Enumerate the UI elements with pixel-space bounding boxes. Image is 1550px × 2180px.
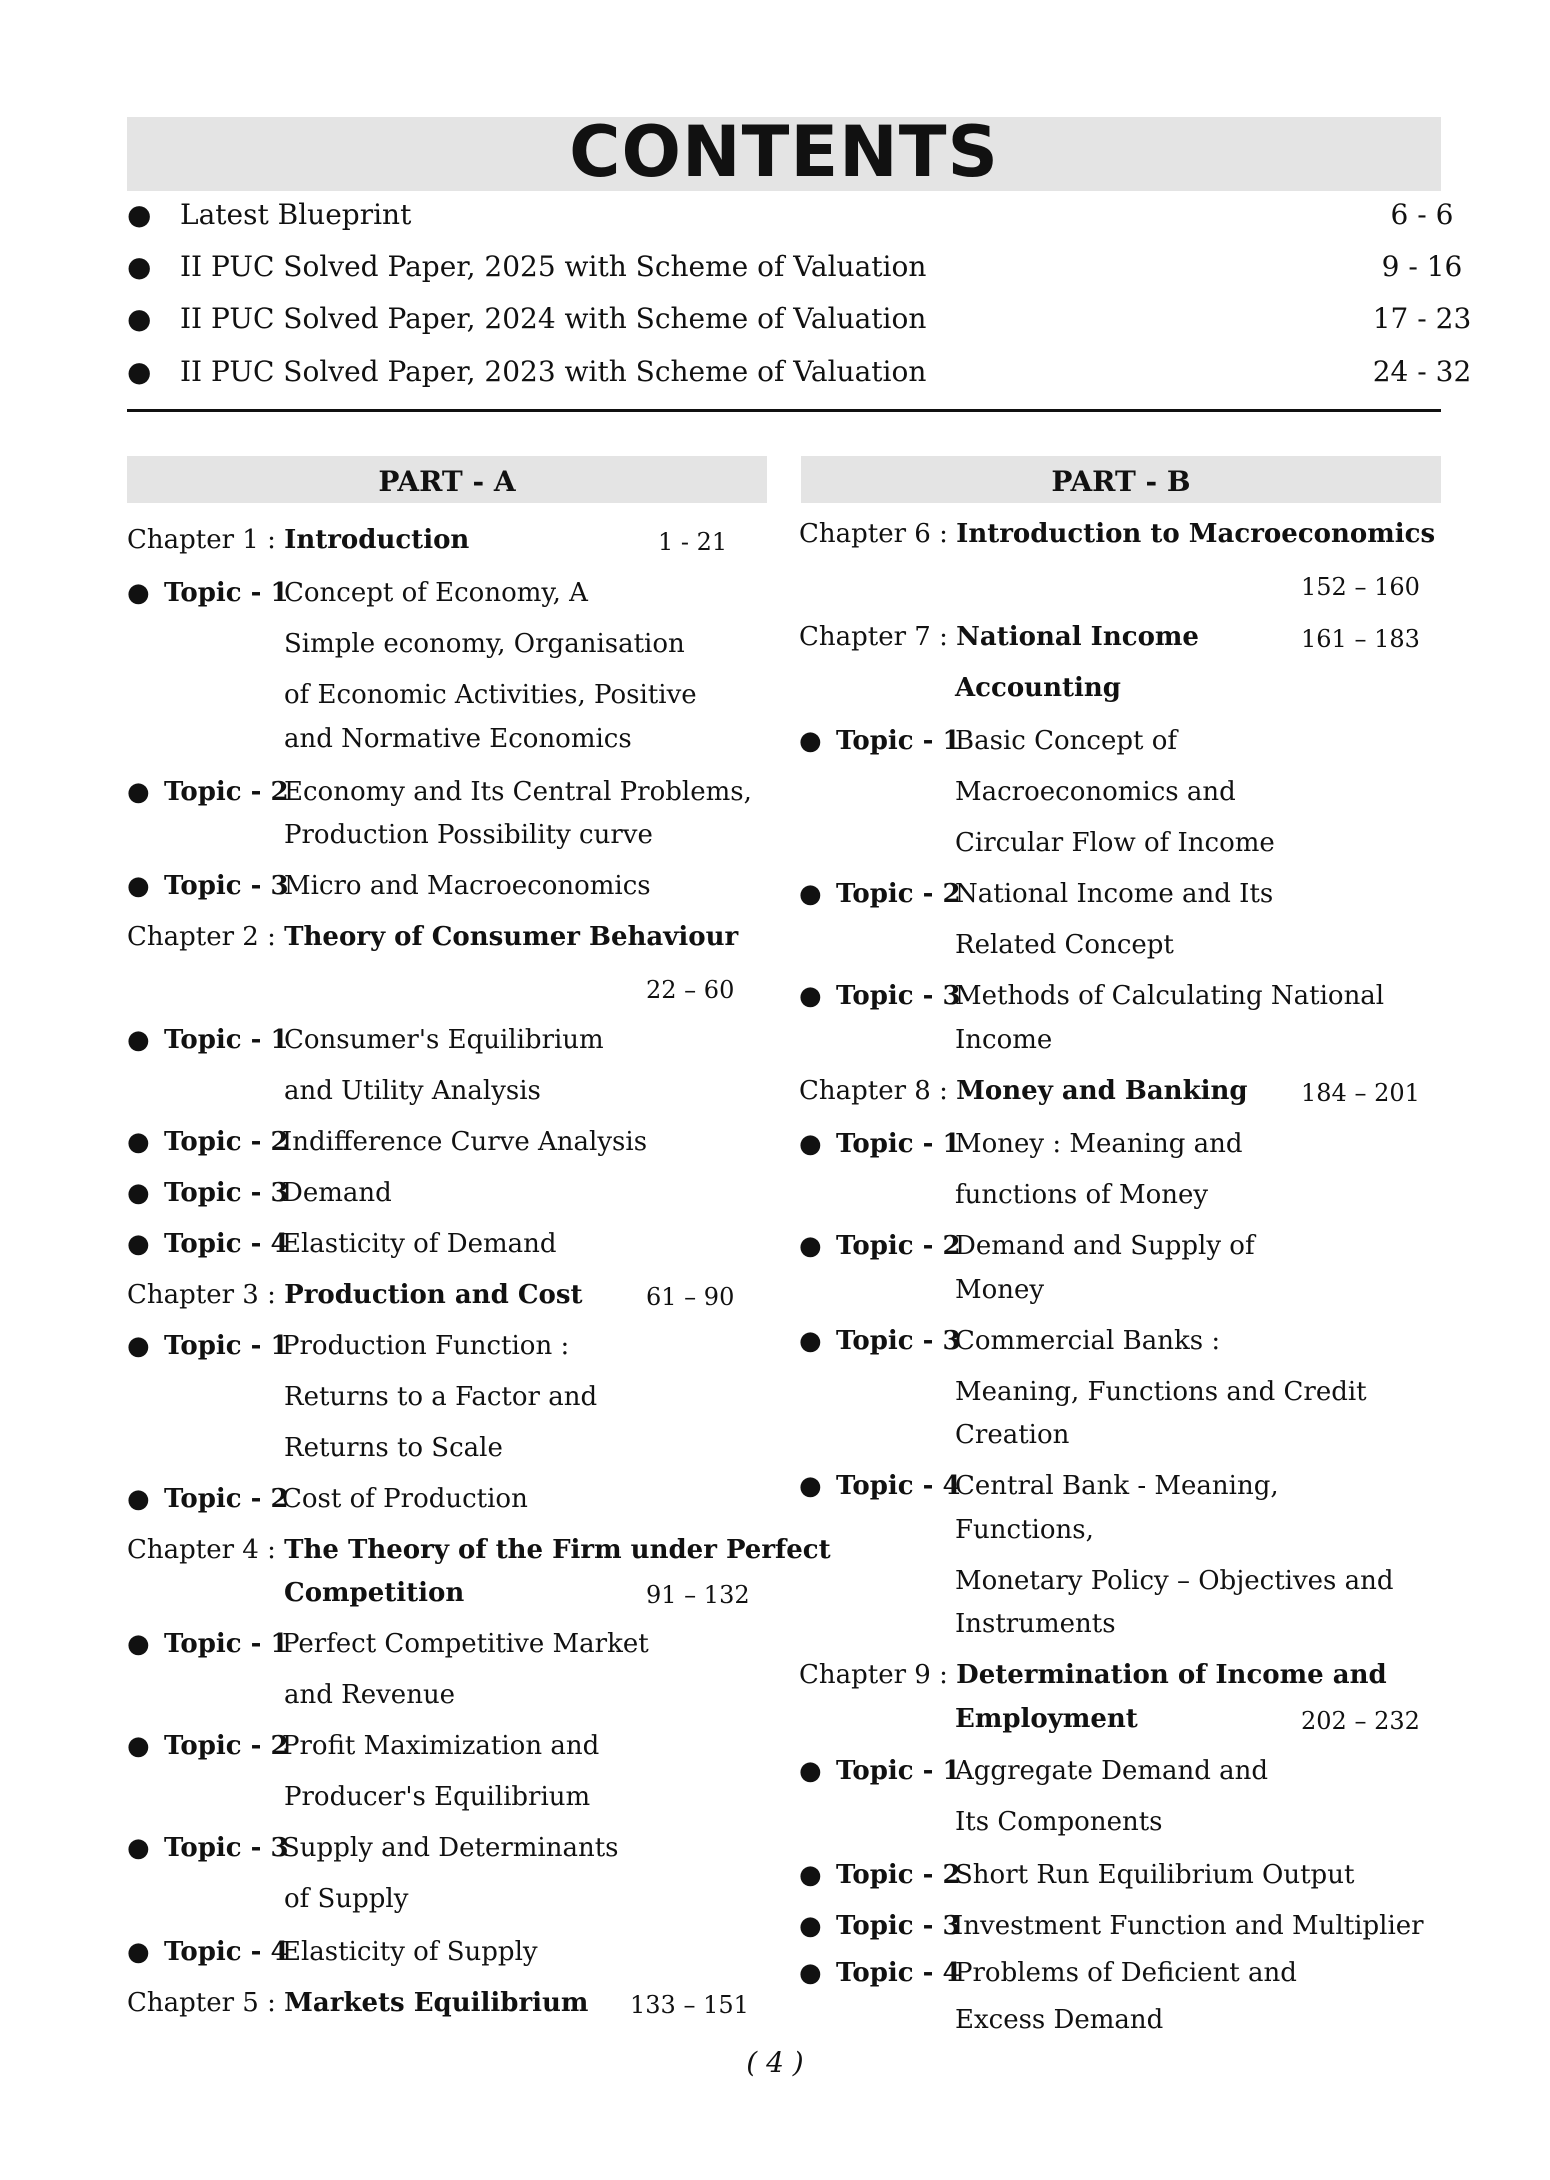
topic-line: Profit Maximization and bbox=[282, 1731, 600, 1761]
chapter-8-pages: 184 – 201 bbox=[1301, 1079, 1420, 1107]
bullet-icon: ● bbox=[799, 726, 822, 756]
intro-label: II PUC Solved Paper, 2024 with Scheme of Valuation bbox=[180, 302, 927, 335]
topic-line: Cost of Production bbox=[282, 1484, 528, 1514]
topic-tag[interactable]: Topic - 2 bbox=[836, 1231, 961, 1261]
chapter-6-title[interactable] bbox=[799, 519, 1435, 549]
topic-tag[interactable]: Topic - 3 bbox=[164, 871, 289, 901]
bullet-icon: ● bbox=[127, 1229, 150, 1259]
bullet-icon: ● bbox=[127, 578, 150, 608]
topic-line: Basic Concept of bbox=[955, 726, 1177, 756]
bullet-icon: ● bbox=[127, 302, 152, 335]
intro-item[interactable] bbox=[127, 198, 1454, 248]
topic-line: Central Bank - Meaning, bbox=[955, 1471, 1279, 1501]
chapter-1-pages: 1 - 21 bbox=[658, 528, 728, 556]
topic-line: Demand and Supply of bbox=[955, 1231, 1255, 1261]
page-title: CONTENTS bbox=[569, 111, 999, 193]
topic-line: Economy and Its Central Problems, bbox=[284, 777, 752, 807]
topic-line: Commercial Banks : bbox=[955, 1326, 1221, 1356]
bullet-icon: ● bbox=[127, 1178, 150, 1208]
bullet-icon: ● bbox=[127, 355, 152, 388]
chapter-name: Markets Equilibrium bbox=[284, 1988, 589, 2018]
topic-tag[interactable]: Topic - 3 bbox=[164, 1178, 289, 1208]
topic-tag[interactable]: Topic - 4 bbox=[164, 1229, 289, 1259]
topic-line: Simple economy, Organisation bbox=[284, 629, 685, 659]
topic-line: Returns to Scale bbox=[284, 1433, 503, 1463]
chapter-name: Money and Banking bbox=[956, 1076, 1248, 1106]
topic-line: Money : Meaning and bbox=[955, 1129, 1243, 1159]
topic-line: Demand bbox=[282, 1178, 392, 1208]
intro-pages: 24 - 32 bbox=[1372, 355, 1472, 388]
page-number: ( 4 ) bbox=[746, 2046, 804, 2079]
chapter-prefix: Chapter 8 : bbox=[799, 1076, 957, 1106]
bullet-icon: ● bbox=[127, 1484, 150, 1514]
bullet-icon: ● bbox=[799, 1860, 822, 1890]
topic-line: Indifference Curve Analysis bbox=[282, 1127, 648, 1157]
chapter-prefix: Chapter 2 : bbox=[127, 922, 285, 952]
chapter-6-pages: 152 – 160 bbox=[1301, 573, 1420, 601]
bullet-icon: ● bbox=[799, 1471, 822, 1501]
chapter-4-title[interactable] bbox=[127, 1535, 831, 1565]
topic-line: and Utility Analysis bbox=[284, 1076, 541, 1106]
chapter-name: Production and Cost bbox=[284, 1280, 583, 1310]
chapter-1-title[interactable] bbox=[127, 525, 469, 555]
topic-tag[interactable]: Topic - 2 bbox=[164, 1127, 289, 1157]
chapter-9-pages: 202 – 232 bbox=[1301, 1707, 1420, 1735]
bullet-icon: ● bbox=[127, 1937, 150, 1967]
topic-line: Money bbox=[955, 1275, 1045, 1305]
chapter-9-title[interactable] bbox=[799, 1660, 1387, 1690]
bullet-icon: ● bbox=[799, 1326, 822, 1356]
chapter-name: Theory of Consumer Behaviour bbox=[284, 922, 739, 952]
topic-line: Its Components bbox=[955, 1807, 1163, 1837]
topic-line: Short Run Equilibrium Output bbox=[955, 1860, 1355, 1890]
topic-line: Methods of Calculating National bbox=[955, 981, 1385, 1011]
chapter-prefix: Chapter 9 : bbox=[799, 1660, 957, 1690]
topic-line: National Income and Its bbox=[955, 879, 1274, 909]
topic-tag[interactable]: Topic - 1 bbox=[836, 1756, 961, 1786]
bullet-icon: ● bbox=[799, 1756, 822, 1786]
bullet-icon: ● bbox=[127, 777, 150, 807]
bullet-icon: ● bbox=[799, 1911, 822, 1941]
chapter-prefix: Chapter 7 : bbox=[799, 622, 957, 652]
topic-line: Functions, bbox=[955, 1515, 1094, 1545]
bullet-icon: ● bbox=[127, 1331, 150, 1361]
topic-tag[interactable]: Topic - 2 bbox=[836, 879, 961, 909]
topic-line: Excess Demand bbox=[955, 2005, 1164, 2035]
intro-pages: 9 - 16 bbox=[1381, 250, 1463, 283]
topic-tag[interactable]: Topic - 1 bbox=[164, 1025, 289, 1055]
chapter-7-title[interactable] bbox=[799, 622, 1199, 652]
chapter-5-pages: 133 – 151 bbox=[630, 1991, 749, 2019]
chapter-name: Determination of Income and bbox=[956, 1660, 1387, 1690]
intro-pages: 17 - 23 bbox=[1372, 302, 1472, 335]
topic-tag[interactable]: Topic - 4 bbox=[836, 1471, 961, 1501]
intro-pages: 6 - 6 bbox=[1390, 198, 1454, 231]
topic-line: Consumer's Equilibrium bbox=[284, 1025, 604, 1055]
topic-line: and Normative Economics bbox=[284, 724, 632, 754]
intro-item[interactable] bbox=[127, 250, 1463, 300]
part-a-header: PART - A bbox=[127, 456, 767, 503]
chapter-2-title[interactable] bbox=[127, 922, 738, 952]
topic-line: Macroeconomics and bbox=[955, 777, 1236, 807]
topic-line: Producer's Equilibrium bbox=[284, 1782, 591, 1812]
bullet-icon: ● bbox=[127, 1731, 150, 1761]
chapter-2-pages: 22 – 60 bbox=[646, 976, 735, 1004]
chapter-name: Introduction bbox=[284, 525, 470, 555]
bullet-icon: ● bbox=[799, 1231, 822, 1261]
bullet-icon: ● bbox=[127, 250, 152, 283]
chapter-3-title[interactable] bbox=[127, 1280, 583, 1310]
topic-line: Related Concept bbox=[955, 930, 1174, 960]
topic-tag[interactable]: Topic - 3 bbox=[836, 1911, 961, 1941]
topic-line: Aggregate Demand and bbox=[955, 1756, 1269, 1786]
topic-tag[interactable]: Topic - 3 bbox=[836, 981, 961, 1011]
intro-item[interactable] bbox=[127, 302, 1472, 352]
topic-line: Returns to a Factor and bbox=[284, 1382, 598, 1412]
topic-line: Concept of Economy, A bbox=[284, 578, 588, 608]
bullet-icon: ● bbox=[799, 1958, 822, 1988]
chapter-prefix: Chapter 5 : bbox=[127, 1988, 285, 2018]
bullet-icon: ● bbox=[127, 1833, 150, 1863]
chapter-8-title[interactable] bbox=[799, 1076, 1248, 1106]
chapter-prefix: Chapter 3 : bbox=[127, 1280, 285, 1310]
topic-line: Creation bbox=[955, 1420, 1070, 1450]
chapter-4-pages: 91 – 132 bbox=[646, 1581, 750, 1609]
topic-line: Production Possibility curve bbox=[284, 820, 653, 850]
topic-tag[interactable]: Topic - 1 bbox=[836, 726, 961, 756]
topic-line: of Supply bbox=[284, 1884, 409, 1914]
topic-tag[interactable]: Topic - 1 bbox=[836, 1129, 961, 1159]
topic-tag[interactable]: Topic - 2 bbox=[164, 1484, 289, 1514]
chapter-name: National Income bbox=[956, 622, 1199, 652]
chapter-5-title[interactable] bbox=[127, 1988, 588, 2018]
topic-line: Supply and Determinants bbox=[282, 1833, 619, 1863]
divider-rule bbox=[127, 409, 1441, 412]
topic-line: functions of Money bbox=[955, 1180, 1209, 1210]
topic-tag[interactable]: Topic - 3 bbox=[164, 1833, 289, 1863]
topic-tag[interactable]: Topic - 1 bbox=[164, 1331, 289, 1361]
topic-tag[interactable]: Topic - 2 bbox=[164, 777, 289, 807]
part-b-header: PART - B bbox=[801, 456, 1441, 503]
topic-line: Meaning, Functions and Credit bbox=[955, 1377, 1367, 1407]
chapter-name: Introduction to Macroeconomics bbox=[956, 519, 1436, 549]
topic-line: Circular Flow of Income bbox=[955, 828, 1275, 858]
topic-tag[interactable]: Topic - 2 bbox=[836, 1860, 961, 1890]
topic-line: Micro and Macroeconomics bbox=[284, 871, 651, 901]
contents-banner bbox=[127, 111, 1441, 193]
topic-tag[interactable]: Topic - 4 bbox=[836, 1958, 961, 1988]
intro-label: II PUC Solved Paper, 2025 with Scheme of Valuation bbox=[180, 250, 927, 283]
chapter-7-pages: 161 – 183 bbox=[1301, 625, 1420, 653]
topic-tag[interactable]: Topic - 4 bbox=[164, 1937, 289, 1967]
chapter-prefix: Chapter 6 : bbox=[799, 519, 957, 549]
bullet-icon: ● bbox=[127, 1025, 150, 1055]
topic-line: Instruments bbox=[955, 1609, 1116, 1639]
topic-tag[interactable]: Topic - 1 bbox=[164, 1629, 289, 1659]
bullet-icon: ● bbox=[127, 1127, 150, 1157]
topic-line: Elasticity of Supply bbox=[282, 1937, 538, 1967]
bullet-icon: ● bbox=[127, 871, 150, 901]
chapter-7-title-cont: Accounting bbox=[955, 673, 1121, 703]
intro-item[interactable] bbox=[127, 355, 1472, 405]
topic-line: of Economic Activities, Positive bbox=[284, 680, 697, 710]
bullet-icon: ● bbox=[799, 981, 822, 1011]
chapter-prefix: Chapter 1 : bbox=[127, 525, 285, 555]
chapter-name: The Theory of the Firm under Perfect bbox=[284, 1535, 831, 1565]
topic-line: and Revenue bbox=[284, 1680, 456, 1710]
topic-tag[interactable]: Topic - 3 bbox=[836, 1326, 961, 1356]
intro-label: II PUC Solved Paper, 2023 with Scheme of Valuation bbox=[180, 355, 927, 388]
topic-line: Monetary Policy – Objectives and bbox=[955, 1566, 1394, 1596]
chapter-prefix: Chapter 4 : bbox=[127, 1535, 285, 1565]
bullet-icon: ● bbox=[799, 879, 822, 909]
bullet-icon: ● bbox=[127, 1629, 150, 1659]
chapter-9-title-cont: Employment bbox=[955, 1704, 1138, 1734]
topic-tag[interactable]: Topic - 1 bbox=[164, 578, 289, 608]
topic-line: Problems of Deficient and bbox=[955, 1958, 1297, 1988]
chapter-3-pages: 61 – 90 bbox=[646, 1283, 735, 1311]
bullet-icon: ● bbox=[799, 1129, 822, 1159]
topic-line: Production Function : bbox=[282, 1331, 570, 1361]
topic-line: Elasticity of Demand bbox=[282, 1229, 557, 1259]
intro-label: Latest Blueprint bbox=[180, 198, 412, 231]
topic-tag[interactable]: Topic - 2 bbox=[164, 1731, 289, 1761]
topic-line: Income bbox=[955, 1025, 1053, 1055]
topic-line: Perfect Competitive Market bbox=[282, 1629, 649, 1659]
bullet-icon: ● bbox=[127, 198, 152, 231]
topic-line: Investment Function and Multiplier bbox=[953, 1911, 1424, 1941]
chapter-4-title-cont: Competition bbox=[284, 1578, 465, 1608]
